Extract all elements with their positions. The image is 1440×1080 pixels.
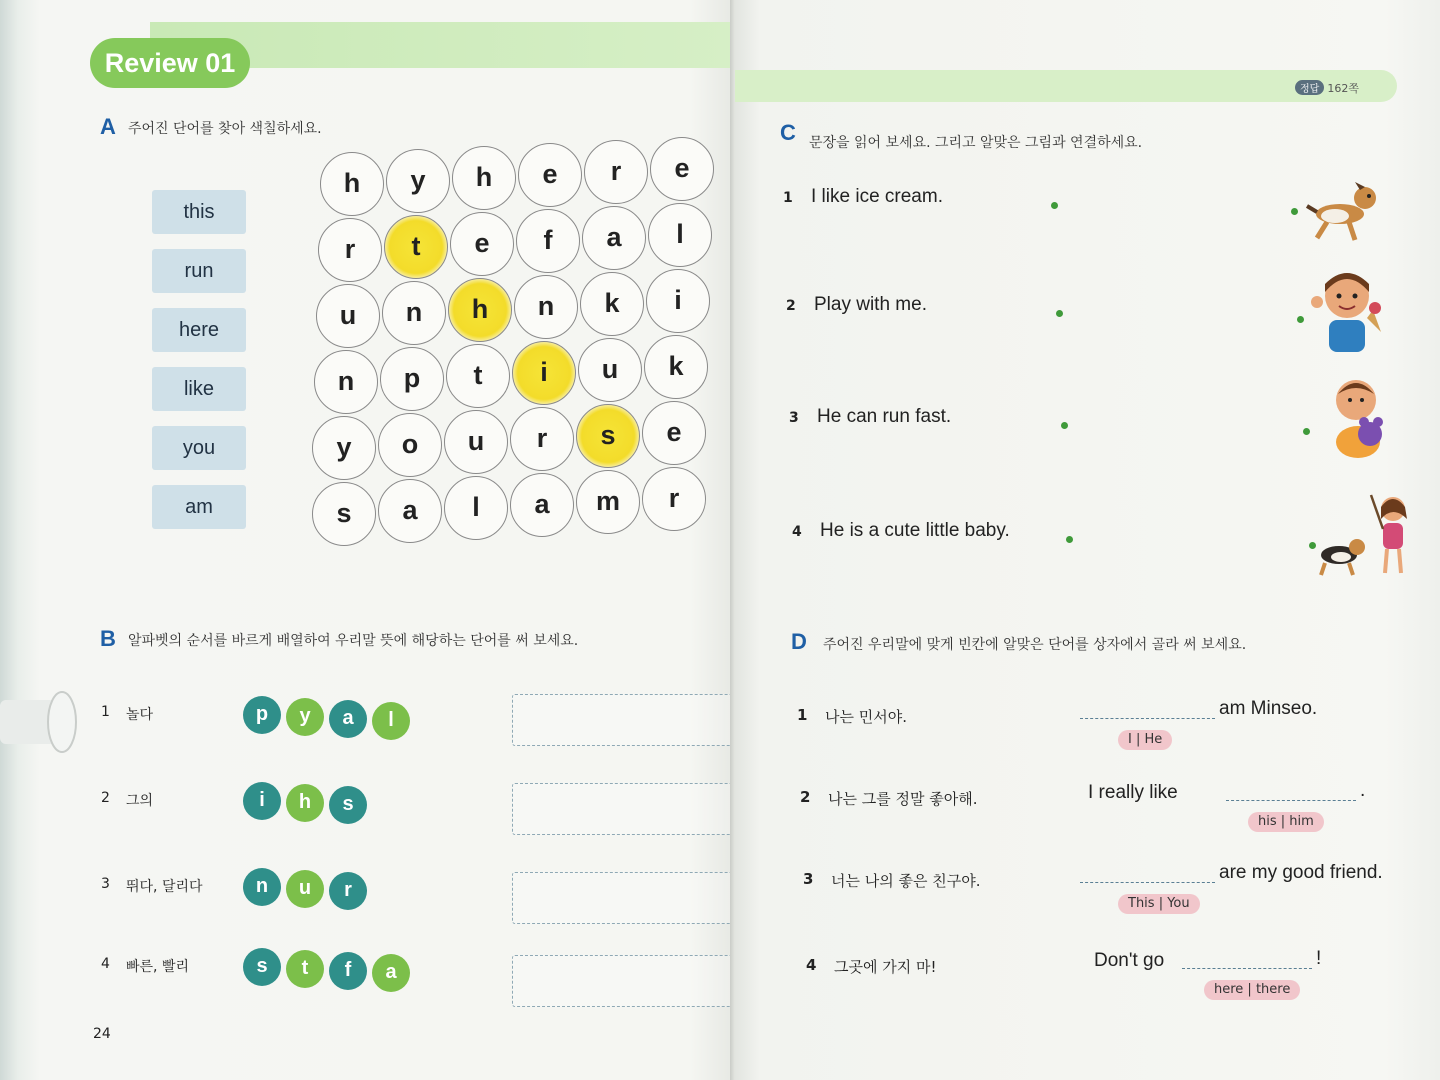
grid-cell: p [380, 347, 444, 411]
match-dot-left[interactable] [1056, 310, 1063, 317]
word-chip-this: this [152, 190, 246, 234]
section-c-sentence: I like ice cream. [811, 186, 943, 207]
section-d-after-text: . [1360, 780, 1366, 801]
grid-cell: k [580, 272, 644, 336]
section-d-after-text: ! [1316, 948, 1322, 969]
match-dot-right[interactable] [1297, 316, 1304, 323]
word-chip-am: am [152, 485, 246, 529]
answer-page: 162쪽 [1327, 82, 1359, 95]
grid-cell: l [648, 203, 712, 267]
match-dot-left[interactable] [1066, 536, 1073, 543]
answer-blank[interactable] [1080, 718, 1215, 719]
section-c-sentence: He can run fast. [817, 406, 952, 427]
answer-input-box[interactable] [512, 694, 735, 746]
word-chip-here: here [152, 308, 246, 352]
grid-cell: o [378, 413, 442, 477]
grid-cell: t [384, 215, 448, 279]
grid-cell: i [512, 341, 576, 405]
section-d-item-number: 2 [800, 788, 811, 806]
section-d-before-text: I really like [1088, 782, 1178, 803]
grid-cell: u [316, 284, 380, 348]
section-d-after-text: are my good friend. [1219, 862, 1383, 883]
answer-input-box[interactable] [512, 872, 735, 924]
grid-cell: y [312, 416, 376, 480]
grid-cell: s [312, 482, 376, 546]
match-dot-left[interactable] [1051, 202, 1058, 209]
section-d-korean: 그곳에 가지 마! [834, 958, 937, 976]
section-c-sentence: He is a cute little baby. [820, 520, 1010, 541]
letter-tile: p [243, 696, 281, 734]
section-c-item-number: 1 [783, 190, 793, 206]
choice-box: his | him [1248, 812, 1324, 832]
grid-cell: h [448, 278, 512, 342]
section-d-letter: D [791, 629, 807, 654]
grid-cell: r [584, 140, 648, 204]
section-a-letter: A [100, 114, 116, 139]
right-page [735, 0, 1440, 1080]
section-c-sentence: Play with me. [814, 294, 927, 315]
grid-cell: t [446, 344, 510, 408]
answer-input-box[interactable] [512, 955, 735, 1007]
grid-cell: s [576, 404, 640, 468]
grid-cell: u [578, 338, 642, 402]
word-chip-run: run [152, 249, 246, 293]
section-d-korean: 나는 민서야. [825, 708, 907, 726]
grid-cell: e [518, 143, 582, 207]
section-b-item-number: 2 [101, 790, 110, 806]
letter-tile: a [372, 954, 410, 992]
section-b-item-number: 3 [101, 876, 110, 892]
grid-cell: n [514, 275, 578, 339]
section-b-item-number: 4 [101, 956, 110, 972]
letter-tile: y [286, 698, 324, 736]
section-b-meaning: 빠른, 빨리 [126, 959, 189, 975]
letter-tile: h [286, 784, 324, 822]
letter-tile: f [329, 952, 367, 990]
grid-cell: l [444, 476, 508, 540]
letter-tile: a [329, 700, 367, 738]
grid-cell: f [516, 209, 580, 273]
grid-cell: a [510, 473, 574, 537]
grid-cell: y [386, 149, 450, 213]
binder-clip-icon [0, 690, 80, 754]
grid-cell: h [452, 146, 516, 210]
answer-input-box[interactable] [512, 783, 735, 835]
grid-cell: e [650, 137, 714, 201]
section-d-item-number: 3 [803, 870, 814, 888]
grid-cell: r [318, 218, 382, 282]
grid-cell: k [644, 335, 708, 399]
letter-tile: t [286, 950, 324, 988]
section-b-item-number: 1 [101, 704, 110, 720]
match-dot-right[interactable] [1303, 428, 1310, 435]
section-c-letter: C [780, 120, 796, 145]
match-dot-left[interactable] [1061, 422, 1068, 429]
word-chip-you: you [152, 426, 246, 470]
grid-cell: e [450, 212, 514, 276]
girl-with-dog-picture [1315, 485, 1415, 580]
section-c-item-number: 4 [792, 524, 802, 540]
letter-tile: s [243, 948, 281, 986]
section-b-meaning: 뛰다, 달리다 [126, 879, 203, 895]
match-dot-right[interactable] [1291, 208, 1298, 215]
answer-reference [1295, 80, 1359, 96]
section-d-before-text: Don't go [1094, 950, 1165, 971]
grid-cell: a [378, 479, 442, 543]
section-b-letter: B [100, 626, 116, 651]
answer-blank[interactable] [1226, 800, 1356, 801]
section-b-meaning: 그의 [126, 793, 154, 809]
baby-with-teddy-picture [1330, 372, 1390, 462]
review-title-badge: Review 01 [90, 38, 250, 88]
section-d-after-text: am Minseo. [1219, 698, 1318, 719]
letter-tile: l [372, 702, 410, 740]
section-d-korean: 너는 나의 좋은 친구야. [831, 872, 981, 890]
page-number: 24 [93, 1026, 111, 1042]
section-d-korean: 나는 그를 정말 좋아해. [828, 790, 978, 808]
grid-cell: r [510, 407, 574, 471]
section-b-meaning: 놀다 [126, 707, 154, 723]
boy-with-ice-cream-picture [1307, 262, 1387, 354]
section-c-item-number: 2 [786, 298, 796, 314]
section-c-instruction: 문장을 읽어 보세요. 그리고 알맞은 그림과 연결하세요. [809, 135, 1143, 151]
grid-cell: a [582, 206, 646, 270]
letter-tile: u [286, 870, 324, 908]
answer-blank[interactable] [1080, 882, 1215, 883]
letter-tile: r [329, 872, 367, 910]
choice-box: This | You [1118, 894, 1200, 914]
grid-cell: n [314, 350, 378, 414]
answer-tag: 정답 [1295, 80, 1324, 95]
letter-tile: n [243, 868, 281, 906]
answer-blank[interactable] [1182, 968, 1312, 969]
letter-tile: i [243, 782, 281, 820]
grid-cell: n [382, 281, 446, 345]
grid-cell: m [576, 470, 640, 534]
section-a-instruction: 주어진 단어를 찾아 색칠하세요. [128, 121, 322, 137]
grid-cell: h [320, 152, 384, 216]
grid-cell: u [444, 410, 508, 474]
grid-cell: r [642, 467, 706, 531]
grid-cell: i [646, 269, 710, 333]
section-d-instruction: 주어진 우리말에 맞게 빈칸에 알맞은 단어를 상자에서 골라 써 보세요. [823, 637, 1247, 653]
section-d-item-number: 4 [806, 956, 817, 974]
running-dog-picture [1305, 178, 1380, 246]
section-d-item-number: 1 [797, 706, 808, 724]
section-b-instruction: 알파벳의 순서를 바르게 배열하여 우리말 뜻에 해당하는 단어를 써 보세요. [128, 633, 579, 649]
choice-box: here | there [1204, 980, 1300, 1000]
choice-box: I | He [1118, 730, 1172, 750]
grid-cell: e [642, 401, 706, 465]
section-c-item-number: 3 [789, 410, 799, 426]
word-chip-like: like [152, 367, 246, 411]
letter-tile: s [329, 786, 367, 824]
